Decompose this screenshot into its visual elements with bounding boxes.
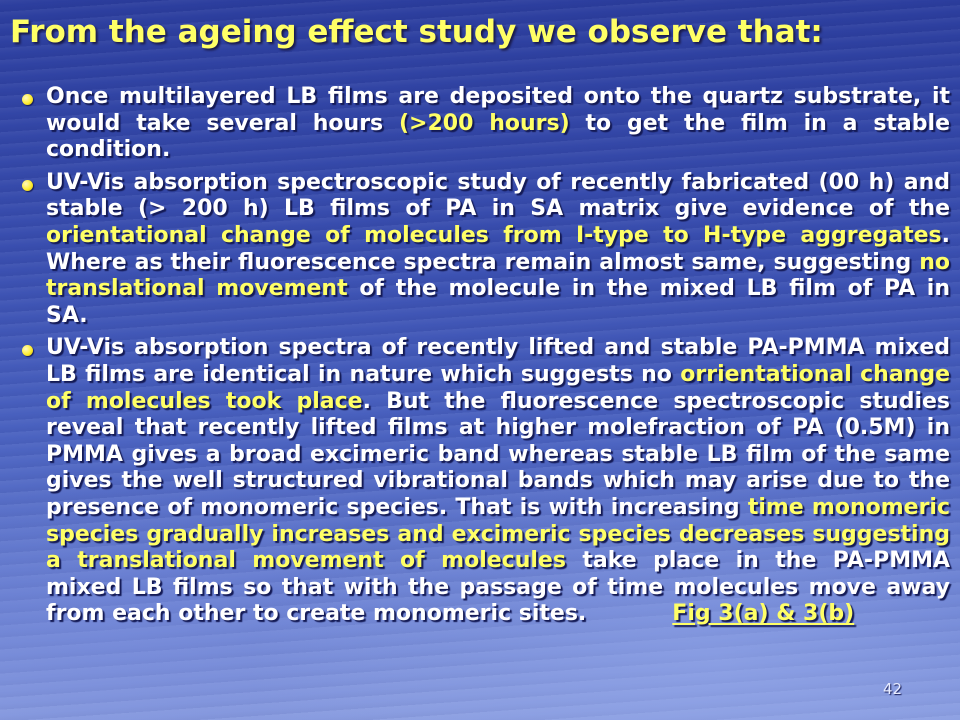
figure-link[interactable]: Fig 3(a) & 3(b) (672, 601, 855, 627)
bullet-1-highlight-1: (>200 hours) (398, 110, 570, 136)
bullet-3-highlight-1: orrientational change of molecules took place (46, 361, 951, 414)
bullet-3-text-3: take place in the PA-PMMA mixed LB films so that with the passage of time molecules move away from each other to create monomeric sites. (46, 548, 951, 627)
bullet-2-text-2: . Where as their fluorescence spectra remain almost same, suggesting (46, 222, 950, 275)
bullet-3-highlight-2: time monomeric species gradually increases and excimeric species decreases suggesting a translational movement of molecules (46, 494, 950, 574)
bullet-2-highlight-1: orientational change of molecules from I-type to H-type aggregates (46, 222, 942, 248)
bullet-3-text-1: UV-Vis absorption spectra of recently lifted and stable PA-PMMA mixed LB films are identical in nature which suggests no (46, 335, 950, 387)
bullet-item-3 (46, 335, 950, 628)
slide-title: From the ageing effect study we observe that: (10, 14, 823, 50)
bullet-item-2 (46, 170, 950, 330)
bullet-dot-icon (22, 94, 33, 105)
bullet-2-text-3: of the molecule in the mixed LB film of PA in SA. (46, 276, 951, 328)
bullet-1-text-1: Once multilayered LB films are deposited onto the quartz substrate, it would take several hours (46, 84, 950, 136)
bullet-1-text-2: to get the film in a stable condition. (46, 110, 950, 163)
bullet-item-1 (46, 84, 950, 164)
bullet-2-highlight-2: no translational movement (46, 249, 950, 302)
page-number: 42 (883, 680, 903, 698)
bullet-2-text-1: UV-Vis absorption spectroscopic study of recently fabricated (00 h) and stable (> 200 h) LB films of PA in SA matrix give evidence of the (46, 169, 950, 222)
bullet-3-text-2: . But the fluorescence spectroscopic studies reveal that recently lifted films at higher molefraction of PA (0.5M) in PMMA gives a broad excimeric band whereas stable LB film of the same gives the well structured vibrational bands which may arise due to the presence of monomeric species. That is with increasing (46, 388, 950, 520)
bullet-list (0, 84, 960, 628)
bullet-dot-icon (22, 345, 33, 356)
bullet-dot-icon (22, 180, 33, 191)
